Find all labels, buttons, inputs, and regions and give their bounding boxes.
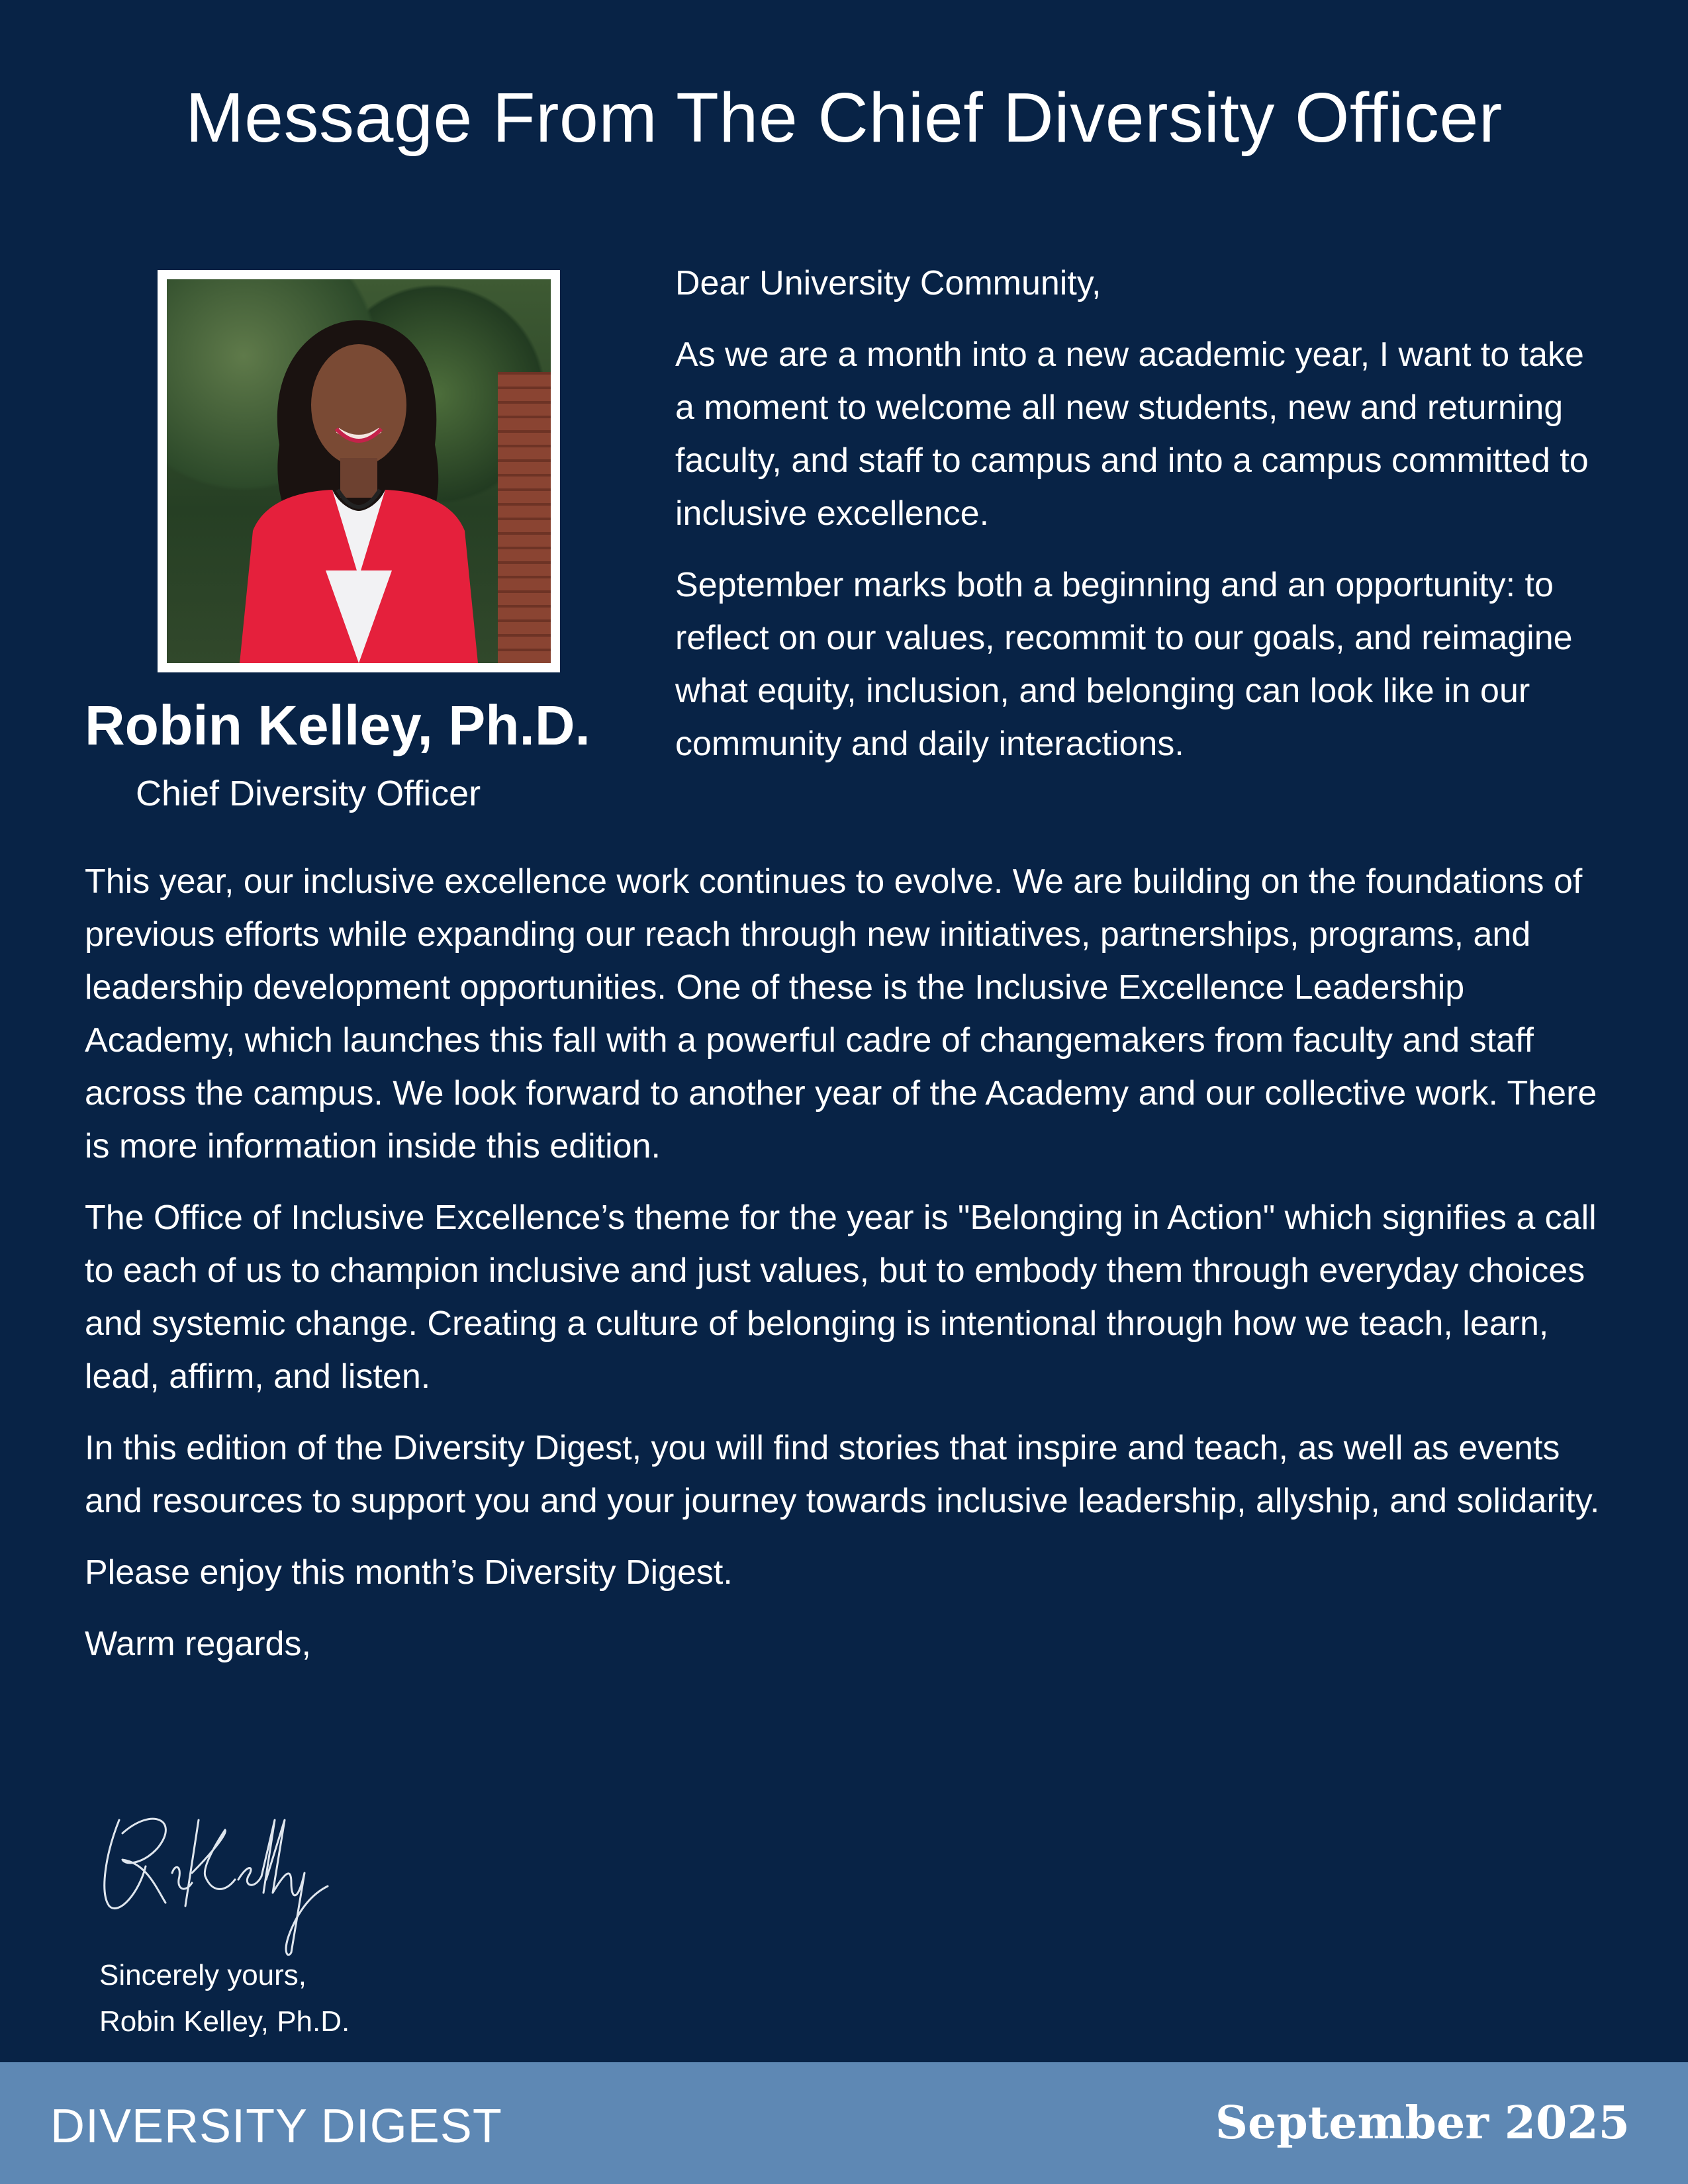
letter-intro <box>675 257 1602 789</box>
portrait-illustration <box>167 279 551 663</box>
profile-name: Robin Kelley, Ph.D. <box>85 694 590 756</box>
closing-name: Robin Kelley, Ph.D. <box>99 2005 350 2038</box>
letter-closing <box>99 1952 350 2045</box>
profile-role: Chief Diversity Officer <box>136 774 481 813</box>
intro-paragraph: As we are a month into a new academic year, I want to take a moment to welcome all new students, new and returning faculty, and staff to campus and into a campus committed to inclusive excellence. <box>675 336 1589 533</box>
profile-photo-frame <box>158 270 560 672</box>
handwritten-signature <box>93 1794 331 1959</box>
body-paragraph: In this edition of the Diversity Digest, you will find stories that inspire and teach, as well as events and resources to support you and your journey towards inclusive leadership, allyship, and solidarity. <box>85 1429 1600 1520</box>
letter-body <box>85 855 1607 1689</box>
page-title: Message From The Chief Diversity Officer <box>185 79 1503 157</box>
body-paragraph: Warm regards, <box>85 1625 311 1663</box>
intro-paragraph: September marks both a beginning and an opportunity: to reflect on our values, recommit to our goals, and reimagine what equity, inclusion, and belonging can look like in our community and daily interactions. <box>675 566 1573 763</box>
body-paragraph: The Office of Inclusive Excellence’s theme for the year is "Belonging in Action" which signifies a call to each of us to champion inclusive and just values, but to embody them through everyday choices and systemic change. Creating a culture of belonging is intentional through how we teach, learn, lead, affirm, and listen. <box>85 1199 1597 1396</box>
body-paragraph: This year, our inclusive excellence work continues to evolve. We are building on the foundations of previous efforts while expanding our reach through new initiatives, partnerships, programs, and leadership development opportunities. One of these is the Inclusive Excellence Leadership Academy, which launches this fall with a powerful cadre of changemakers from faculty and staff across the campus. We look forward to another year of the Academy and our collective work. There is more information inside this edition. <box>85 862 1597 1165</box>
closing-line: Sincerely yours, <box>99 1959 307 1991</box>
letter-greeting: Dear University Community, <box>675 264 1102 302</box>
footer-date: September 2025 <box>1215 2097 1630 2150</box>
profile-photo <box>167 279 551 663</box>
body-paragraph: Please enjoy this month’s Diversity Digest. <box>85 1553 733 1592</box>
footer-bar <box>0 2062 1688 2184</box>
footer-brand: DIVERSITY DIGEST <box>50 2100 502 2153</box>
